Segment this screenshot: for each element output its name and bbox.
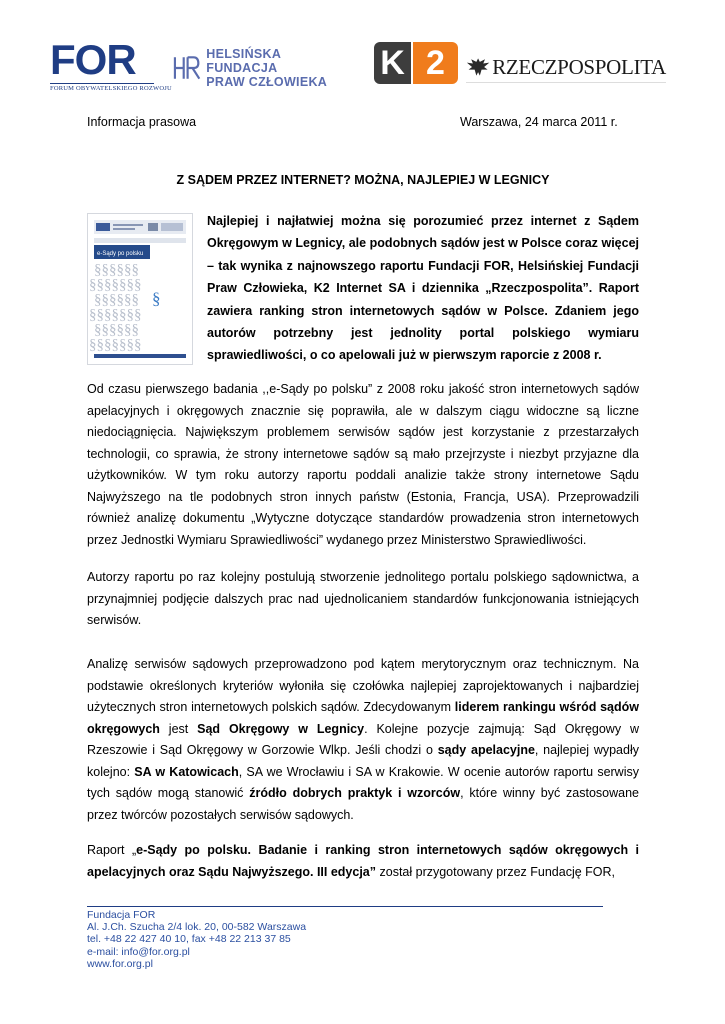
press-release-label: Informacja prasowa: [87, 115, 197, 129]
document-title: Z SĄDEM PRZEZ INTERNET? MOŻNA, NAJLEPIEJ W LEGNICY: [176, 173, 550, 187]
lead-paragraph: Najlepiej i najłatwiej można się porozumieć przez internet z Sądem Okręgowym w Legnicy, ale podobnych sądów jest w Polsce coraz więcej – tak wynika z najnowszego raportu Fundacji FOR, Helsińskiej Fundacji Praw Człowieka, K2 Internet SA i dziennika „Rzeczpospolita”. Raport zawiera ranking stron internetowych sądów w Polsce. Zdaniem jego autorów potrzebny jest jednolity portal polskiego wymiaru sprawiedliwości, o co apelowali już w pierwszym raporcie z 2008 r.: [207, 214, 639, 363]
paragraph-3-text: , które winny być zastosowane przez twórców pozostałych serwisów sądowych.: [87, 786, 639, 822]
svg-text:§§§§§§§: §§§§§§§: [89, 277, 142, 293]
footer-org: Fundacja FOR: [87, 909, 156, 921]
highlight-leader-district: liderem rankingu wśród sądów okręgowych: [87, 700, 639, 736]
hfpc-line1: HELSIŃSKA FUNDACJA: [206, 47, 281, 75]
svg-text:§: §: [152, 289, 161, 308]
paragraph-3-text: Analizę serwisów sądowych przeprowadzono pod kątem merytorycznym oraz technicznym. Na podstawie określonych kryteriów wyłoniła się czołówka najlepiej zaprojektowanych i najbardziej użytecznych stron internetowych polskich sądów. Zdecydowanym: [87, 657, 639, 714]
hfpc-logo: [172, 47, 352, 89]
svg-text:§§§§§§: §§§§§§: [94, 292, 139, 308]
svg-text:§§§§§§: §§§§§§: [94, 322, 139, 338]
eagle-icon: [466, 54, 490, 80]
cover-title: e-Sądy po polsku: [97, 251, 144, 257]
hfpc-line2: PRAW CZŁOWIEKA: [206, 75, 328, 89]
paragraph-2: Autorzy raportu po raz kolejny postulują stworzenie jednolitego portalu polskiego sądownictwa, a przynajmniej podjęcie dalszych prac nad ujednolicaniem standardów funkcjonowania istniejących serwisów.: [87, 570, 639, 627]
highlight-good-practices: źródło dobrych praktyk i wzorców: [249, 786, 461, 800]
report-cover-image: [87, 213, 193, 365]
hfpc-logo-text: [206, 47, 352, 89]
rzeczpospolita-logo: [466, 52, 666, 83]
highlight-legnica: Sąd Okręgowy w Legnicy: [197, 721, 365, 736]
k2-logo-2: 2: [413, 42, 458, 84]
paragraph-4: [87, 840, 639, 883]
highlight-katowice: SA w Katowicach: [134, 764, 239, 779]
paragraph-1: Od czasu pierwszego badania ,,e-Sądy po polsku” z 2008 roku jakość stron internetowych sądów apelacyjnych i okręgowych znacznie się poprawiła, ale w dalszym ciągu widoczne są liczne niedociągnięcia. Największym problemem serwisów sądów jest korzystanie z przestarzałych technologii, co sprawia, że strony internetowe sądów są mało przejrzyste i niezbyt przyjazne dla użytkowników. W tym roku autorzy raportu poddali analizie także strony internetowe Sądu Najwyższego na tle podobnych stron innych państw (Estonia, Francja, USA). Przeprowadzili również analizę dokumentu „Wytyczne dotyczące standardów prowadzenia stron internetowych przez Jednostki Wymiaru Sprawiedliwości” wydanego przez Ministerstwo Sprawiedliwości.: [87, 382, 639, 547]
k2-logo-k: K: [374, 42, 411, 84]
highlight-appeal-courts: sądy apelacyjne: [437, 743, 535, 757]
cover-paragraph-marks: [89, 262, 142, 353]
paragraph-3-text: , najlepiej wypadły kolejno:: [87, 743, 639, 779]
svg-text:§§§§§§§: §§§§§§§: [89, 337, 142, 353]
paragraph-3-text: jest: [159, 721, 198, 736]
paragraph-3: [87, 654, 639, 826]
hfpc-mark-icon: [172, 53, 201, 83]
footer-website[interactable]: www.for.org.pl: [87, 957, 153, 970]
paragraph-4-text: został przygotowany przez Fundację FOR,: [376, 864, 616, 879]
rzeczpospolita-wordmark: RZECZPOSPOLITA: [492, 54, 666, 79]
place-date: Warszawa, 24 marca 2011 r.: [460, 115, 618, 129]
for-logo-subtitle: FORUM OBYWATELSKIEGO ROZWOJU: [50, 85, 172, 92]
paragraph-4-text: Raport „: [87, 843, 137, 857]
k2-logo: [374, 42, 458, 84]
footer-contact: [87, 909, 306, 970]
footer-phone: tel. +48 22 427 40 10, fax +48 22 213 37 85: [87, 933, 291, 946]
paragraph-3-text: . Kolejne pozycje zajmują: Sąd Okręgowy w Rzeszowie i Sąd Okręgowy w Gorzowie Wlkp. Jeśli chodzi o: [87, 721, 639, 757]
report-title-bold: e-Sądy po polsku. Badanie i ranking stron internetowych sądów okręgowych i apelacyjnych oraz Sądu Najwyższego. III edycja”: [87, 843, 640, 879]
footer-divider: [87, 906, 603, 907]
report-cover-graphic: [88, 214, 192, 364]
for-logo: [50, 36, 172, 92]
footer-address: Al. J.Ch. Szucha 2/4 lok. 20, 00-582 Warszawa: [87, 921, 307, 934]
paragraph-3-text: , SA we Wrocławiu i SA w Krakowie. W ocenie autorów raportu serwisy tych sądów mogą stanowić: [87, 764, 639, 800]
svg-text:§§§§§§: §§§§§§: [94, 262, 139, 278]
footer-email[interactable]: e-mail: info@for.org.pl: [87, 945, 190, 958]
for-logo-wordmark: FOR: [50, 36, 136, 83]
svg-text:§§§§§§§: §§§§§§§: [89, 307, 142, 323]
